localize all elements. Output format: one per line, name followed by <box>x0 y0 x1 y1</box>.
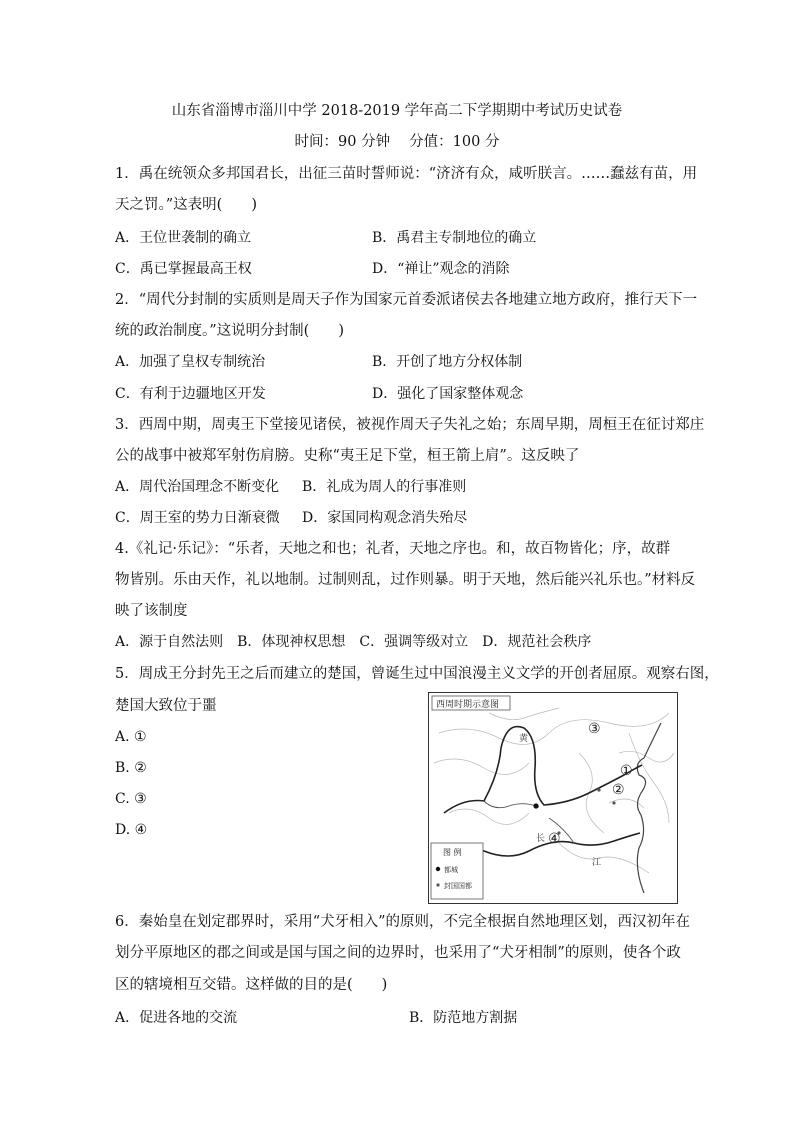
question-4-line-1: 4.《礼记·乐记》：“乐者，天地之和也；礼者，天地之序也。和，故百物皆化；序，故群 <box>115 541 671 557</box>
q1-option-c: C．禹已掌握最高王权 <box>115 261 252 277</box>
map-label-yangtze-1: 长 <box>536 834 546 844</box>
question-6-line-1: 6．秦始皇在划定郡界时，采用“犬牙相入”的原则，不完全根据自然地理区划，西汉初年在 <box>115 914 691 930</box>
question-3-line-1: 3．西周中期，周夷王下堂接见诸侯，被视作周天子失礼之始；东周早期，周桓王在征讨郑庄 <box>115 417 705 433</box>
q5-option-d: D. ④ <box>115 822 148 838</box>
map-title: 西周时期示意图 <box>436 700 500 710</box>
map-marker-1: ① <box>620 763 633 779</box>
map-marker-2: ② <box>612 782 625 798</box>
question-2-line-2: 统的政治制度。”这说明分封制( ) <box>115 323 344 339</box>
page-title: 山东省淄博市淄川中学 2018-2019 学年高二下学期期中考试历史试卷 <box>171 103 623 119</box>
q3-option-c: C．周王室的势力日渐衰微 <box>115 510 280 526</box>
question-6-line-3: 区的辖境相互交错。这样做的目的是( ) <box>115 977 388 993</box>
map-legend-title: 图 例 <box>443 848 462 857</box>
western-zhou-map <box>428 692 678 904</box>
q3-option-b: B．礼成为周人的行事准则 <box>302 479 467 495</box>
q4-options: A．源于自然法则 B．体现神权思想 C．强调等级对立 D．规范社会秩序 <box>115 634 592 650</box>
question-6-line-2: 划分平原地区的郡之间或是国与国之间的边界时，也采用了“犬牙相制”的原则，使各个政 <box>115 945 681 961</box>
question-3-line-2: 公的战事中被郑军射伤肩膀。史称“夷王足下堂，桓王箭上肩”。这反映了 <box>115 448 580 464</box>
question-1-line-1: 1．禹在统领众多邦国君长，出征三苗时誓师说：“济济有众，咸听朕言。……蠢兹有苗，用 <box>115 166 698 182</box>
map-marker-3: ③ <box>588 721 601 737</box>
q1-option-d: D．“禅让”观念的消除 <box>372 261 510 277</box>
map-marker-4: ④ <box>548 831 561 847</box>
q2-option-d: D．强化了国家整体观念 <box>372 386 524 402</box>
question-1-line-2: 天之罚。”这表明( ) <box>115 197 257 213</box>
question-2-line-1: 2．“周代分封制的实质则是周天子作为国家元首委派诸侯去各地建立地方政府，推行天下一 <box>115 292 698 308</box>
question-5-line-2: 楚国大致位于噩 <box>115 698 217 714</box>
q3-option-d: D．家国同构观念消失殆尽 <box>302 510 468 526</box>
q1-option-a: A．王位世袭制的确立 <box>115 230 252 246</box>
map-legend-fief: 封国国都 <box>444 882 472 890</box>
q2-option-b: B．开创了地方分权体制 <box>372 354 523 370</box>
exam-meta: 时间：90 分钟 分值：100 分 <box>294 134 500 150</box>
q5-option-b: B. ② <box>115 760 147 776</box>
question-4-line-3: 映了该制度 <box>115 603 188 619</box>
q1-option-b: B．禹君主专制地位的确立 <box>372 230 537 246</box>
q5-option-c: C. ③ <box>115 791 147 807</box>
q6-option-a: A．促进各地的交流 <box>115 1010 238 1026</box>
question-5-line-1: 5．周成王分封先王之后而建立的楚国，曾诞生过中国浪漫主义文学的开创者屈原。观察右图， <box>115 666 719 682</box>
map-label-yellow-river: 黄 <box>519 734 529 744</box>
map-label-yangtze-2: 江 <box>592 858 602 868</box>
q6-option-b: B．防范地方割据 <box>409 1010 518 1026</box>
q3-option-a: A．周代治国理念不断变化 <box>115 479 280 495</box>
q2-option-c: C．有利于边疆地区开发 <box>115 386 266 402</box>
q5-option-a: A. ① <box>115 729 147 745</box>
q2-option-a: A．加强了皇权专制统治 <box>115 354 266 370</box>
map-legend-capital: 都城 <box>444 866 458 874</box>
question-4-line-2: 物皆别。乐由天作，礼以地制。过制则乱，过作则暴。明于天地，然后能兴礼乐也。”材料反 <box>115 572 696 588</box>
